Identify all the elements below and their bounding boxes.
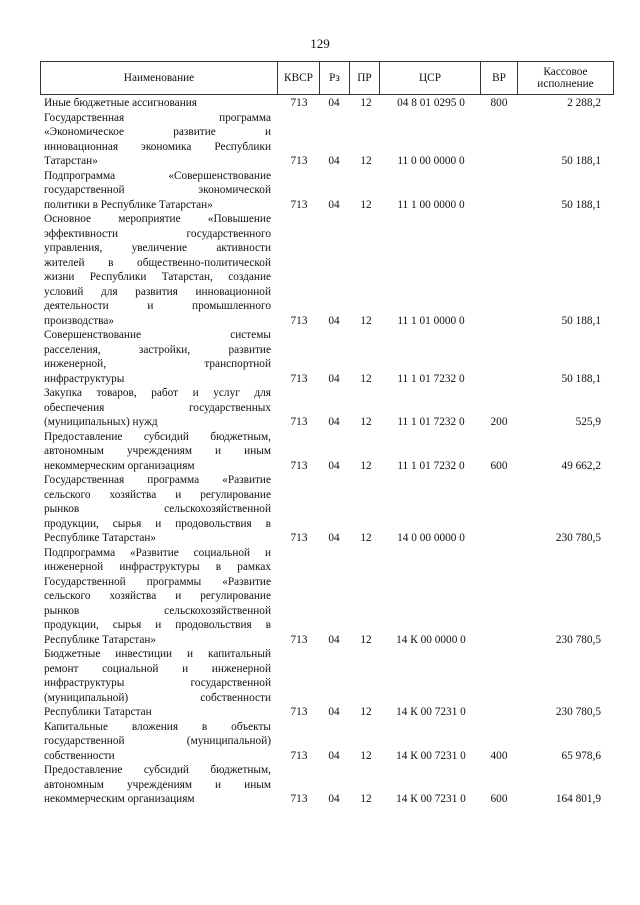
row-kvsr: 713 bbox=[290, 372, 308, 385]
row-csr: 11 1 01 7232 0 bbox=[397, 416, 465, 428]
row-kvsr: 713 bbox=[290, 416, 308, 428]
table-header bbox=[40, 61, 614, 95]
row-pr: 12 bbox=[360, 416, 372, 428]
row-name-line: Иные бюджетные ассигнования bbox=[44, 97, 197, 109]
row-name-line: (муниципальных) нужд bbox=[44, 416, 158, 428]
row-sum: 230 780,5 bbox=[555, 706, 601, 718]
row-kvsr: 713 bbox=[290, 155, 308, 167]
row-csr: 14 К 00 0000 0 bbox=[396, 633, 466, 646]
row-pr: 12 bbox=[360, 198, 372, 211]
row-vr: 400 bbox=[490, 749, 508, 762]
row-pr: 12 bbox=[360, 97, 372, 109]
row-rz: 04 bbox=[328, 459, 340, 472]
row-rz: 04 bbox=[328, 372, 340, 385]
row-kvsr: 713 bbox=[290, 749, 308, 762]
row-name-line: Республике Татарстан» bbox=[44, 633, 157, 646]
row-name bbox=[44, 546, 271, 648]
row-name bbox=[44, 386, 271, 430]
row-rz: 04 bbox=[328, 633, 340, 646]
row-name bbox=[44, 169, 271, 213]
row-name-line: эффективности государственного bbox=[44, 227, 271, 240]
row-name-line: собственности bbox=[44, 749, 115, 762]
row-name bbox=[44, 720, 271, 764]
row-sum: 50 188,1 bbox=[561, 155, 601, 167]
row-pr: 12 bbox=[360, 633, 372, 646]
column-header-rz: Рз bbox=[320, 62, 350, 94]
row-pr: 12 bbox=[360, 793, 372, 805]
table-row bbox=[0, 386, 640, 430]
row-name bbox=[44, 111, 271, 169]
row-csr: 11 1 00 0000 0 bbox=[397, 198, 465, 211]
row-name-line: инфраструктуры государственной bbox=[44, 677, 271, 689]
row-csr: 11 1 01 7232 0 bbox=[397, 459, 465, 472]
row-sum: 230 780,5 bbox=[555, 532, 601, 544]
row-name bbox=[44, 328, 271, 386]
row-kvsr: 713 bbox=[290, 198, 308, 211]
row-name bbox=[44, 96, 271, 111]
column-header-pr: ПР bbox=[350, 62, 380, 94]
row-name-line: некоммерческим организациям bbox=[44, 459, 195, 472]
row-rz: 04 bbox=[328, 749, 340, 762]
row-name-line: Капитальные вложения в объекты bbox=[44, 720, 271, 733]
row-sum: 164 801,9 bbox=[555, 793, 601, 805]
row-name-line: Подпрограмма «Развитие социальной и bbox=[44, 546, 271, 559]
row-name-line: жизни Республики Татарстан, создание bbox=[44, 271, 271, 283]
column-header-sum: Кассовое исполнение bbox=[537, 66, 594, 90]
row-sum: 2 288,2 bbox=[567, 97, 601, 109]
row-name-line: Закупка товаров, работ и услуг для bbox=[44, 387, 271, 399]
row-name-line: Государственной программы «Развитие bbox=[44, 575, 271, 588]
table-row bbox=[0, 111, 640, 169]
row-rz: 04 bbox=[328, 314, 340, 327]
row-name-line: деятельности и промышленного bbox=[44, 300, 271, 312]
row-vr: 600 bbox=[490, 459, 508, 472]
row-kvsr: 713 bbox=[290, 314, 308, 327]
column-header-kvsr: КВСР bbox=[278, 62, 320, 94]
row-name-line: Татарстан» bbox=[44, 155, 98, 167]
row-name-line: (муниципальной) собственности bbox=[44, 691, 271, 704]
row-name-line: инженерной, транспортной bbox=[44, 358, 271, 370]
row-name-line: продукции, сырья и продовольствия в bbox=[44, 619, 271, 631]
row-pr: 12 bbox=[360, 372, 372, 385]
row-name-line: условий для развития инновационной bbox=[44, 285, 271, 298]
table-row bbox=[0, 473, 640, 546]
row-name-line: Основное мероприятие «Повышение bbox=[44, 213, 271, 225]
row-sum: 65 978,6 bbox=[561, 749, 601, 762]
row-pr: 12 bbox=[360, 706, 372, 718]
row-kvsr: 713 bbox=[290, 97, 308, 109]
row-vr: 600 bbox=[490, 793, 508, 805]
column-header-vr: ВР bbox=[481, 62, 518, 94]
row-sum: 50 188,1 bbox=[561, 314, 601, 327]
row-name bbox=[44, 647, 271, 720]
table-row bbox=[0, 546, 640, 648]
table-row bbox=[0, 647, 640, 720]
row-csr: 11 1 01 7232 0 bbox=[397, 372, 465, 385]
table-row bbox=[0, 763, 640, 807]
row-name bbox=[44, 212, 271, 328]
row-csr: 11 1 01 0000 0 bbox=[397, 314, 465, 327]
row-name-line: политики в Республике Татарстан» bbox=[44, 198, 213, 211]
row-sum: 50 188,1 bbox=[561, 198, 601, 211]
row-csr: 14 К 00 7231 0 bbox=[396, 793, 466, 805]
table-row bbox=[0, 212, 640, 328]
row-kvsr: 713 bbox=[290, 633, 308, 646]
row-name-line: некоммерческим организациям bbox=[44, 793, 195, 805]
row-rz: 04 bbox=[328, 97, 340, 109]
table-row bbox=[0, 169, 640, 213]
row-kvsr: 713 bbox=[290, 532, 308, 544]
table-row bbox=[0, 430, 640, 474]
row-name-line: ремонт социальной и инженерной bbox=[44, 662, 271, 675]
row-name-line: сельского хозяйства и регулирование bbox=[44, 590, 271, 602]
row-name-line: Государственная программа bbox=[44, 111, 271, 124]
row-pr: 12 bbox=[360, 532, 372, 544]
row-name-line: Предоставление субсидий бюджетным, bbox=[44, 764, 271, 776]
row-rz: 04 bbox=[328, 706, 340, 718]
row-kvsr: 713 bbox=[290, 793, 308, 805]
row-name-line: рынков сельскохозяйственной bbox=[44, 604, 271, 617]
row-rz: 04 bbox=[328, 198, 340, 211]
row-sum: 230 780,5 bbox=[555, 633, 601, 646]
table-row bbox=[0, 328, 640, 386]
row-kvsr: 713 bbox=[290, 459, 308, 472]
row-name bbox=[44, 473, 271, 546]
row-pr: 12 bbox=[360, 314, 372, 327]
row-name-line: сельского хозяйства и регулирование bbox=[44, 488, 271, 501]
row-name-line: Совершенствование системы bbox=[44, 329, 271, 341]
row-name-line: жителей в общественно-политической bbox=[44, 256, 271, 269]
row-pr: 12 bbox=[360, 155, 372, 167]
row-csr: 11 0 00 0000 0 bbox=[397, 155, 465, 167]
page-number: 129 bbox=[310, 36, 330, 51]
row-vr: 800 bbox=[490, 97, 508, 109]
row-csr: 14 К 00 7231 0 bbox=[396, 706, 466, 718]
column-header-name: Наименование bbox=[41, 62, 278, 94]
row-name-line: рынков сельскохозяйственной bbox=[44, 503, 271, 515]
row-kvsr: 713 bbox=[290, 706, 308, 718]
row-sum: 49 662,2 bbox=[561, 459, 601, 472]
row-name-line: Республике Татарстан» bbox=[44, 532, 157, 544]
row-name-line: государственной (муниципальной) bbox=[44, 735, 271, 747]
row-name-line: расселения, застройки, развитие bbox=[44, 343, 271, 356]
row-name-line: автономным учреждениям и иным bbox=[44, 445, 271, 457]
row-csr: 14 0 00 0000 0 bbox=[397, 532, 465, 544]
row-name-line: Предоставление субсидий бюджетным, bbox=[44, 430, 271, 443]
row-sum: 525,9 bbox=[575, 416, 601, 428]
row-name-line: инженерной инфраструктуры в рамках bbox=[44, 561, 271, 573]
row-name-line: управления, увеличение активности bbox=[44, 242, 271, 254]
row-name bbox=[44, 763, 271, 807]
row-name-line: инновационная экономика Республики bbox=[44, 140, 271, 153]
row-name bbox=[44, 430, 271, 474]
row-name-line: государственной экономической bbox=[44, 184, 271, 196]
table-row bbox=[0, 96, 640, 111]
row-csr: 04 8 01 0295 0 bbox=[397, 97, 465, 109]
row-sum: 50 188,1 bbox=[561, 372, 601, 385]
row-name-line: производства» bbox=[44, 314, 114, 327]
row-name-line: обеспечения государственных bbox=[44, 401, 271, 414]
row-name-line: инфраструктуры bbox=[44, 372, 125, 385]
column-header-csr: ЦСР bbox=[380, 62, 481, 94]
row-name-line: автономным учреждениям и иным bbox=[44, 778, 271, 791]
row-name-line: продукции, сырья и продовольствия в bbox=[44, 517, 271, 530]
row-csr: 14 К 00 7231 0 bbox=[396, 749, 466, 762]
row-rz: 04 bbox=[328, 793, 340, 805]
row-pr: 12 bbox=[360, 459, 372, 472]
table-body bbox=[0, 96, 640, 807]
table-row bbox=[0, 720, 640, 764]
row-rz: 04 bbox=[328, 532, 340, 544]
row-name-line: Республики Татарстан bbox=[44, 706, 152, 718]
row-name-line: Бюджетные инвестиции и капитальный bbox=[44, 648, 271, 660]
row-vr: 200 bbox=[490, 416, 508, 428]
row-name-line: Подпрограмма «Совершенствование bbox=[44, 169, 271, 182]
row-name-line: «Экономическое развитие и bbox=[44, 126, 271, 138]
row-pr: 12 bbox=[360, 749, 372, 762]
row-name-line: Государственная программа «Развитие bbox=[44, 474, 271, 486]
row-rz: 04 bbox=[328, 155, 340, 167]
row-rz: 04 bbox=[328, 416, 340, 428]
